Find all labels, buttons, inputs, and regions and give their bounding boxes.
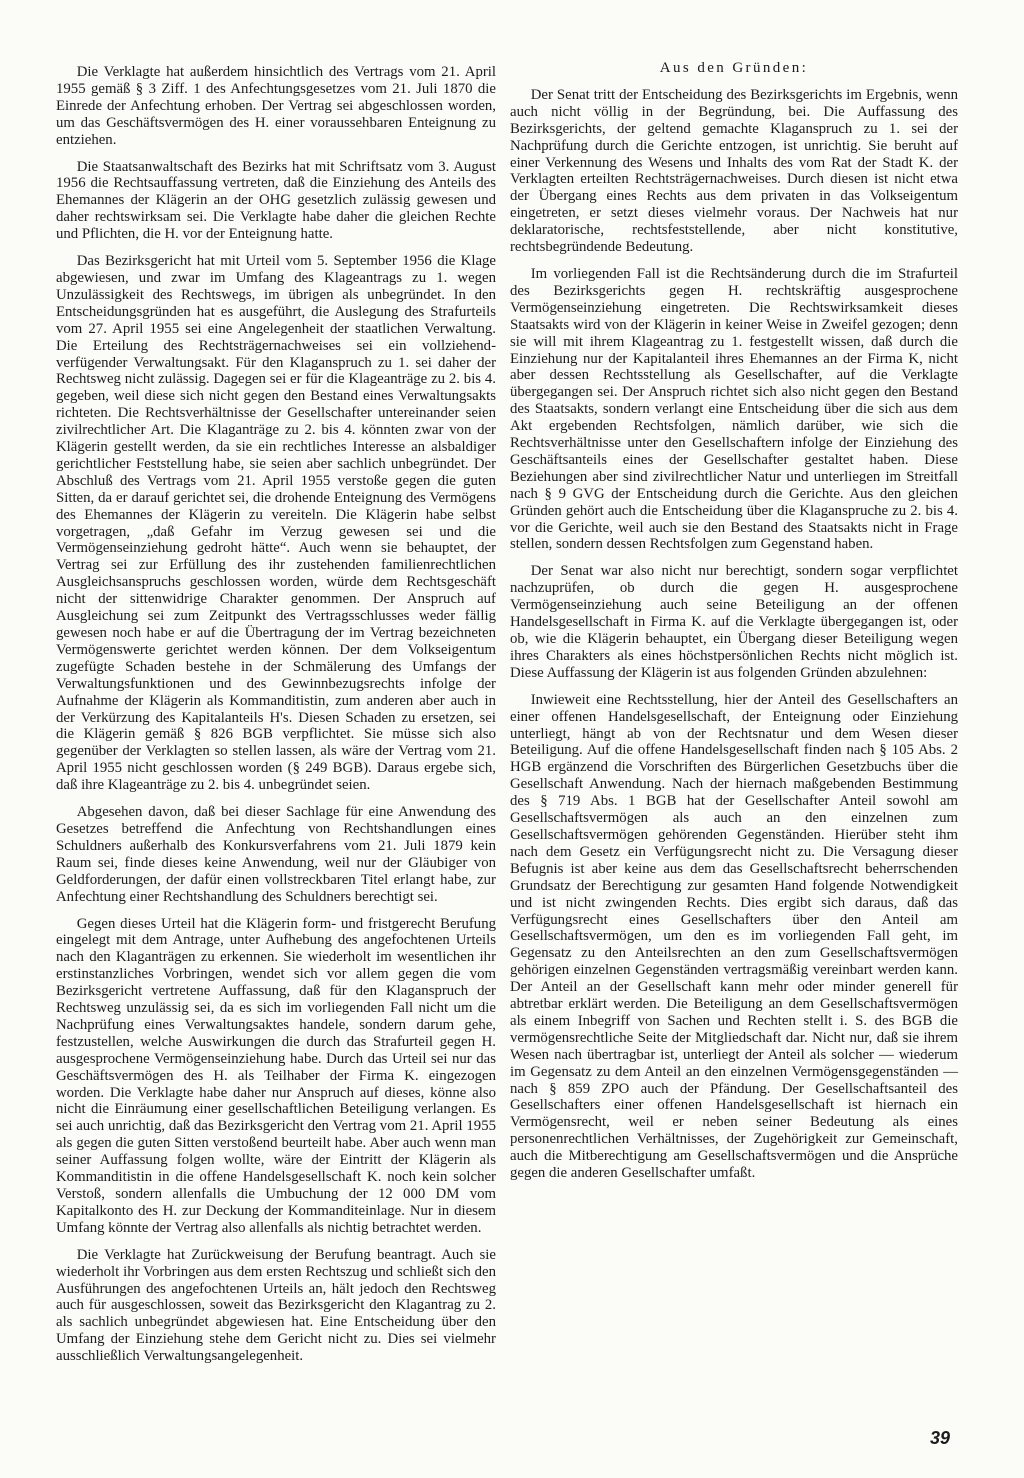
- paragraph: Im vorliegenden Fall ist die Rechtsänderung durch die im Strafurteil des Bezirksgerichts gegen H. rechtskräftig ausgesprochene Vermögenseinziehung eingetreten. Die Rechtswirksamkeit dieses Staatsakts wird von der Klägerin in keiner Weise in Zweifel gezogen; denn sie will mit ihrem Klageantrag zu 1. festgestellt wissen, daß durch die Einziehung nur der Kapitalanteil ihres Ehemannes an der Firma K, nicht aber dessen Rechtsstellung als Gesellschafter, auf die Verklagte übergegangen sei. Der Anspruch richtet sich also nicht gegen den Bestand des Staatsakts, sondern verlangt eine Entscheidung über die sich aus dem Akt ergebenden Rechtsfolgen, nämlich darüber, wie sich die Rechtsverhältnisse unter den Gesellschaftern infolge der Einziehung des Geschäftsanteils eines der Gesellschafter gestaltet haben. Diese Beziehungen aber sind zivilrechtlicher Natur und unterliegen im Streitfall nach § 9 GVG der Entscheidung durch die Gerichte. Aus den gleichen Gründen gehört auch die Entscheidung über die Klaganspruche zu 2. bis 4. vor die Gerichte, weil auch sie den Bestand des Staatsakts nicht in Frage stellen, sondern dessen Rechtsfolgen zum Gegenstand haben.: [510, 265, 958, 553]
- left-column: [56, 64, 496, 1375]
- section-heading: Aus den Gründen:: [659, 60, 809, 76]
- paragraph: Der Senat tritt der Entscheidung des Bezirksgerichts im Ergebnis, wenn auch nicht völlig in der Begründung, bei. Die Auffassung des Bezirksgerichts, der geltend gemachte Klaganspruch zu 1. sei der Nachprüfung durch die Gerichte entzogen, ist unrichtig. Sie beruht auf einer Verkennung des Wesens und Inhalts des vom Rat der Stadt K. der Verklagten erteilten Rechtsträgernachweises. Durch diesen ist nicht etwa der Übergang eines Rechts aus dem privaten in das Volkseigentum eingetreten, er setzt dieses vielmehr voraus. Der Nachweis hat nur deklaratorische, rechtsfeststellende, aber nicht konstitutive, rechtsbegründende Bedeutung.: [510, 86, 958, 256]
- paragraph: Inwieweit eine Rechtsstellung, hier der Anteil des Gesellschafters an einer offenen Handelsgesellschaft, der Enteignung oder Einziehung unterliegt, hängt ab von der Rechtsnatur und dem Wesen dieser Beteiligung. Auf die offene Handelsgesellschaft finden nach § 105 Abs. 2 HGB ergänzend die Vorschriften des Bürgerlichen Gesetzbuchs über die Gesellschaft Anwendung. Nach der hiernach maßgebenden Bestimmung des § 719 Abs. 1 BGB hat der Gesellschafter Anteil sowohl am Gesellschaftsvermögen als auch an den einzelnen zum Gesellschaftsvermögen gehörenden Gegenständen. Hierüber steht ihm nach dem Gesetz ein Verfügungsrecht nicht zu. Die Versagung dieser Befugnis ist aber keine aus dem das Gesellschaftsrecht beherrschenden Grundsatz der Berechtigung zur gesamten Hand folgende Notwendigkeit und ist nicht zwingenden Rechts. Dies ergibt sich daraus, daß das Verfügungsrecht eines Gesellschafters über den Anteil am Gesellschaftsvermögen, um den es im vorliegenden Fall geht, im Gegensatz zu den Anteilsrechten an den zum Gesellschaftsvermögen gehörigen einzelnen Gegenständen vertragsmäßig vereinbart werden kann. Der Anteil an der Gesellschaft kann mehr oder minder generell für abtretbar erklärt werden. Die Beteiligung an dem Gesellschaftsvermögen als einem Inbegriff von Sachen und Rechten stellt i. S. des BGB die vermögensrechtliche Seite der Mitgliedschaft dar. Nicht nur, daß sie ihrem Wesen nach übertragbar ist, unterliegt der Anteil als solcher — wiederum im Gegensatz zu dem Anteil an den einzelnen Vermögensgegenständen — nach § 859 ZPO auch der Pfändung. Der Gesellschaftsanteil des Gesellschafters einer offenen Handelsgesellschaft ist hiernach ein Vermögensrecht, weil er neben seiner Bedeutung als eines personenrechtlichen Verhältnisses, der Zugehörigkeit zur Gemeinschaft, auch die Mitberechtigung am Gesellschaftsvermögen und die Ansprüche gegen die anderen Gesellschafter umfaßt.: [510, 691, 958, 1182]
- paragraph: Die Verklagte hat außerdem hinsichtlich des Vertrags vom 21. April 1955 gemäß § 3 Ziff. 1 des Anfechtungsgesetzes vom 21. Juli 1870 die Einrede der Anfechtung erhoben. Der Vertrag sei abgeschlossen worden, um das Geschäftsvermögen des H. einer voraussehbaren Enteignung zu entziehen.: [56, 64, 496, 148]
- page-number: 39: [930, 1428, 951, 1448]
- paragraph: Die Verklagte hat Zurückweisung der Berufung beantragt. Auch sie wiederholt ihr Vorbringen aus dem ersten Rechtszug und schließt sich den Ausführungen des angefochtenen Urteils an, hält jedoch den Rechtsweg auch für ausgeschlossen, soweit das Bezirksgericht den Klagantrag zu 2. als sachlich unbegründet abgewiesen hat. Eine Entscheidung über den Umfang der Einziehung stehe dem Gericht nicht zu. Dies sei vielmehr ausschließlich Verwaltungsangelegenheit.: [56, 1246, 496, 1365]
- paragraph: Abgesehen davon, daß bei dieser Sachlage für eine Anwendung des Gesetzes betreffend die Anfechtung von Rechtshandlungen eines Schuldners außerhalb des Konkursverfahrens vom 21. Juli 1879 kein Raum sei, finde dieses keine Anwendung, weil nur der Gläubiger von Geldforderungen, der dafür einen vollstreckbaren Titel erlangt habe, zur Anfechtung einer Rechtshandlung des Schuldners berechtigt sei.: [56, 804, 496, 905]
- paragraph: Die Staatsanwaltschaft des Bezirks hat mit Schriftsatz vom 3. August 1956 die Rechtsauffassung vertreten, daß die Einziehung des Anteils des Ehemannes der Klägerin an der OHG gesetzlich zulässig gewesen und daher rechtswirksam sei. Die Verklagte habe daher die gleichen Rechte und Pflichten, die H. vor der Enteignung hatte.: [56, 158, 496, 243]
- right-column: [510, 60, 958, 1192]
- paragraph: Der Senat war also nicht nur berechtigt, sondern sogar verpflichtet nachzuprüfen, ob durch die gegen H. ausgesprochene Vermögenseinziehung auch seine Beteiligung an der offenen Handelsgesellschaft in Firma K. auf die Verklagte übergegangen ist, oder ob, wie die Klägerin behauptet, ein Übergang dieser Beteiligung wegen ihres Charakters als eines höchstpersönlichen Rechts nicht möglich ist. Diese Auffassung der Klägerin ist aus folgenden Gründen abzulehnen:: [510, 563, 958, 681]
- paragraph: Gegen dieses Urteil hat die Klägerin form- und fristgerecht Berufung eingelegt mit dem Antrage, unter Aufhebung des angefochtenen Urteils nach den Klaganträgen zu erkennen. Sie wiederholt im wesentlichen ihr erstinstanzliches Vorbringen, wendet sich vor allem gegen die vom Bezirksgericht vertretene Auffassung, daß für den Klaganspruch der Rechtsweg unzulässig sei, da es sich im vorliegenden Fall nicht um die Nachprüfung eines Verwaltungsaktes handele, sondern darum gehe, festzustellen, welche Auswirkungen die durch das Strafurteil gegen H. ausgesprochene Vermögenseinziehung habe. Durch das Urteil sei nur das Geschäftsvermögen des H. als Teilhaber der Firma K. eingezogen worden. Die Verklagte habe daher nur Anspruch auf dieses, könne also nicht die Einräumung einer gesellschaftlichen Beteiligung verlangen. Es sei auch unrichtig, daß das Bezirksgericht den Vertrag vom 21. April 1955 als gegen die guten Sitten verstoßend beurteilt habe. Aber auch wenn man seiner Auffassung folgen wollte, wäre der Eintritt der Klägerin als Kommanditistin in die offene Handelsgesellschaft K. noch kein solcher Verstoß, sondern allenfalls die Umbuchung der 12 000 DM vom Kapitalkonto des H. zur Deckung der Kommanditeinlage. Nur in diesem Umfang könnte der Vertrag also allenfalls als nichtig betrachtet werden.: [56, 915, 496, 1236]
- paragraph: Das Bezirksgericht hat mit Urteil vom 5. September 1956 die Klage abgewiesen, und zwar im Umfang des Klageantrags zu 1. wegen Unzulässigkeit des Rechtswegs, im übrigen als unbegründet. In den Entscheidungsgründen hat es ausgeführt, die Auslegung des Strafurteils vom 27. April 1955 sei eine Angelegenheit der staatlichen Verwaltung. Die Erteilung des Rechtsträgernachweises sei ein vollziehend-verfügender Verwaltungsakt. Für den Klaganspruch zu 1. sei daher der Rechtsweg nicht zulässig. Dagegen sei er für die Klageanträge zu 2. bis 4. gegeben, weil diese sich nicht gegen den Bestand eines Verwaltungsakts richteten. Die Rechtsverhältnisse der Gesellschafter untereinander seien zivilrechtlicher Art. Die Klaganträge zu 2. bis 4. könnten zwar von der Klägerin gestellt werden, da sie ein rechtliches Interesse an alsbaldiger gerichtlicher Feststellung habe, sie seien aber sachlich unbegründet. Der Abschluß des Vertrags vom 21. April 1955 verstoße gegen die guten Sitten, da er darauf gerichtet sei, die drohende Enteignung des Vermögens des Ehemannes der Klägerin zu vereiteln. Die Klägerin habe selbst vorgetragen, „daß Gefahr im Verzug gewesen sei und die Vermögenseinziehung gedroht hätte“. Auch wenn sie behauptet, der Vertrag sei zur Erfüllung des ihr zustehenden familienrechtlichen Ausgleichsanspruchs geschlossen worden, würde dem Rechtsgeschäft nicht der sittenwidrige Charakter genommen. Der Anspruch auf Ausgleichung sei zum Zeitpunkt des Vertragsschlusses weder fällig gewesen noch habe er auf die Übertragung der im Vertrag bezeichneten Vermögenswerte gerichtet werden können. Der dem Volkseigentum zugefügte Schaden bestehe in der Schmälerung des Umfangs der Verwaltungsfunktionen und des Gewinnbezugsrechts infolge der Aufnahme der Klägerin als Kommanditistin, zum anderen aber auch in der Verkürzung des Kapitalanteils H's. Diesen Schaden zu ersetzen, sei die Klägerin gemäß § 826 BGB verpflichtet. Sie müsse sich also gegenüber der Verklagten so stellen lassen, als wäre der Vertrag vom 21. April 1955 nicht geschlossen worden (§ 249 BGB). Daraus ergebe sich, daß ihre Klageanträge zu 2. bis 4. unbegründet seien.: [56, 253, 496, 794]
